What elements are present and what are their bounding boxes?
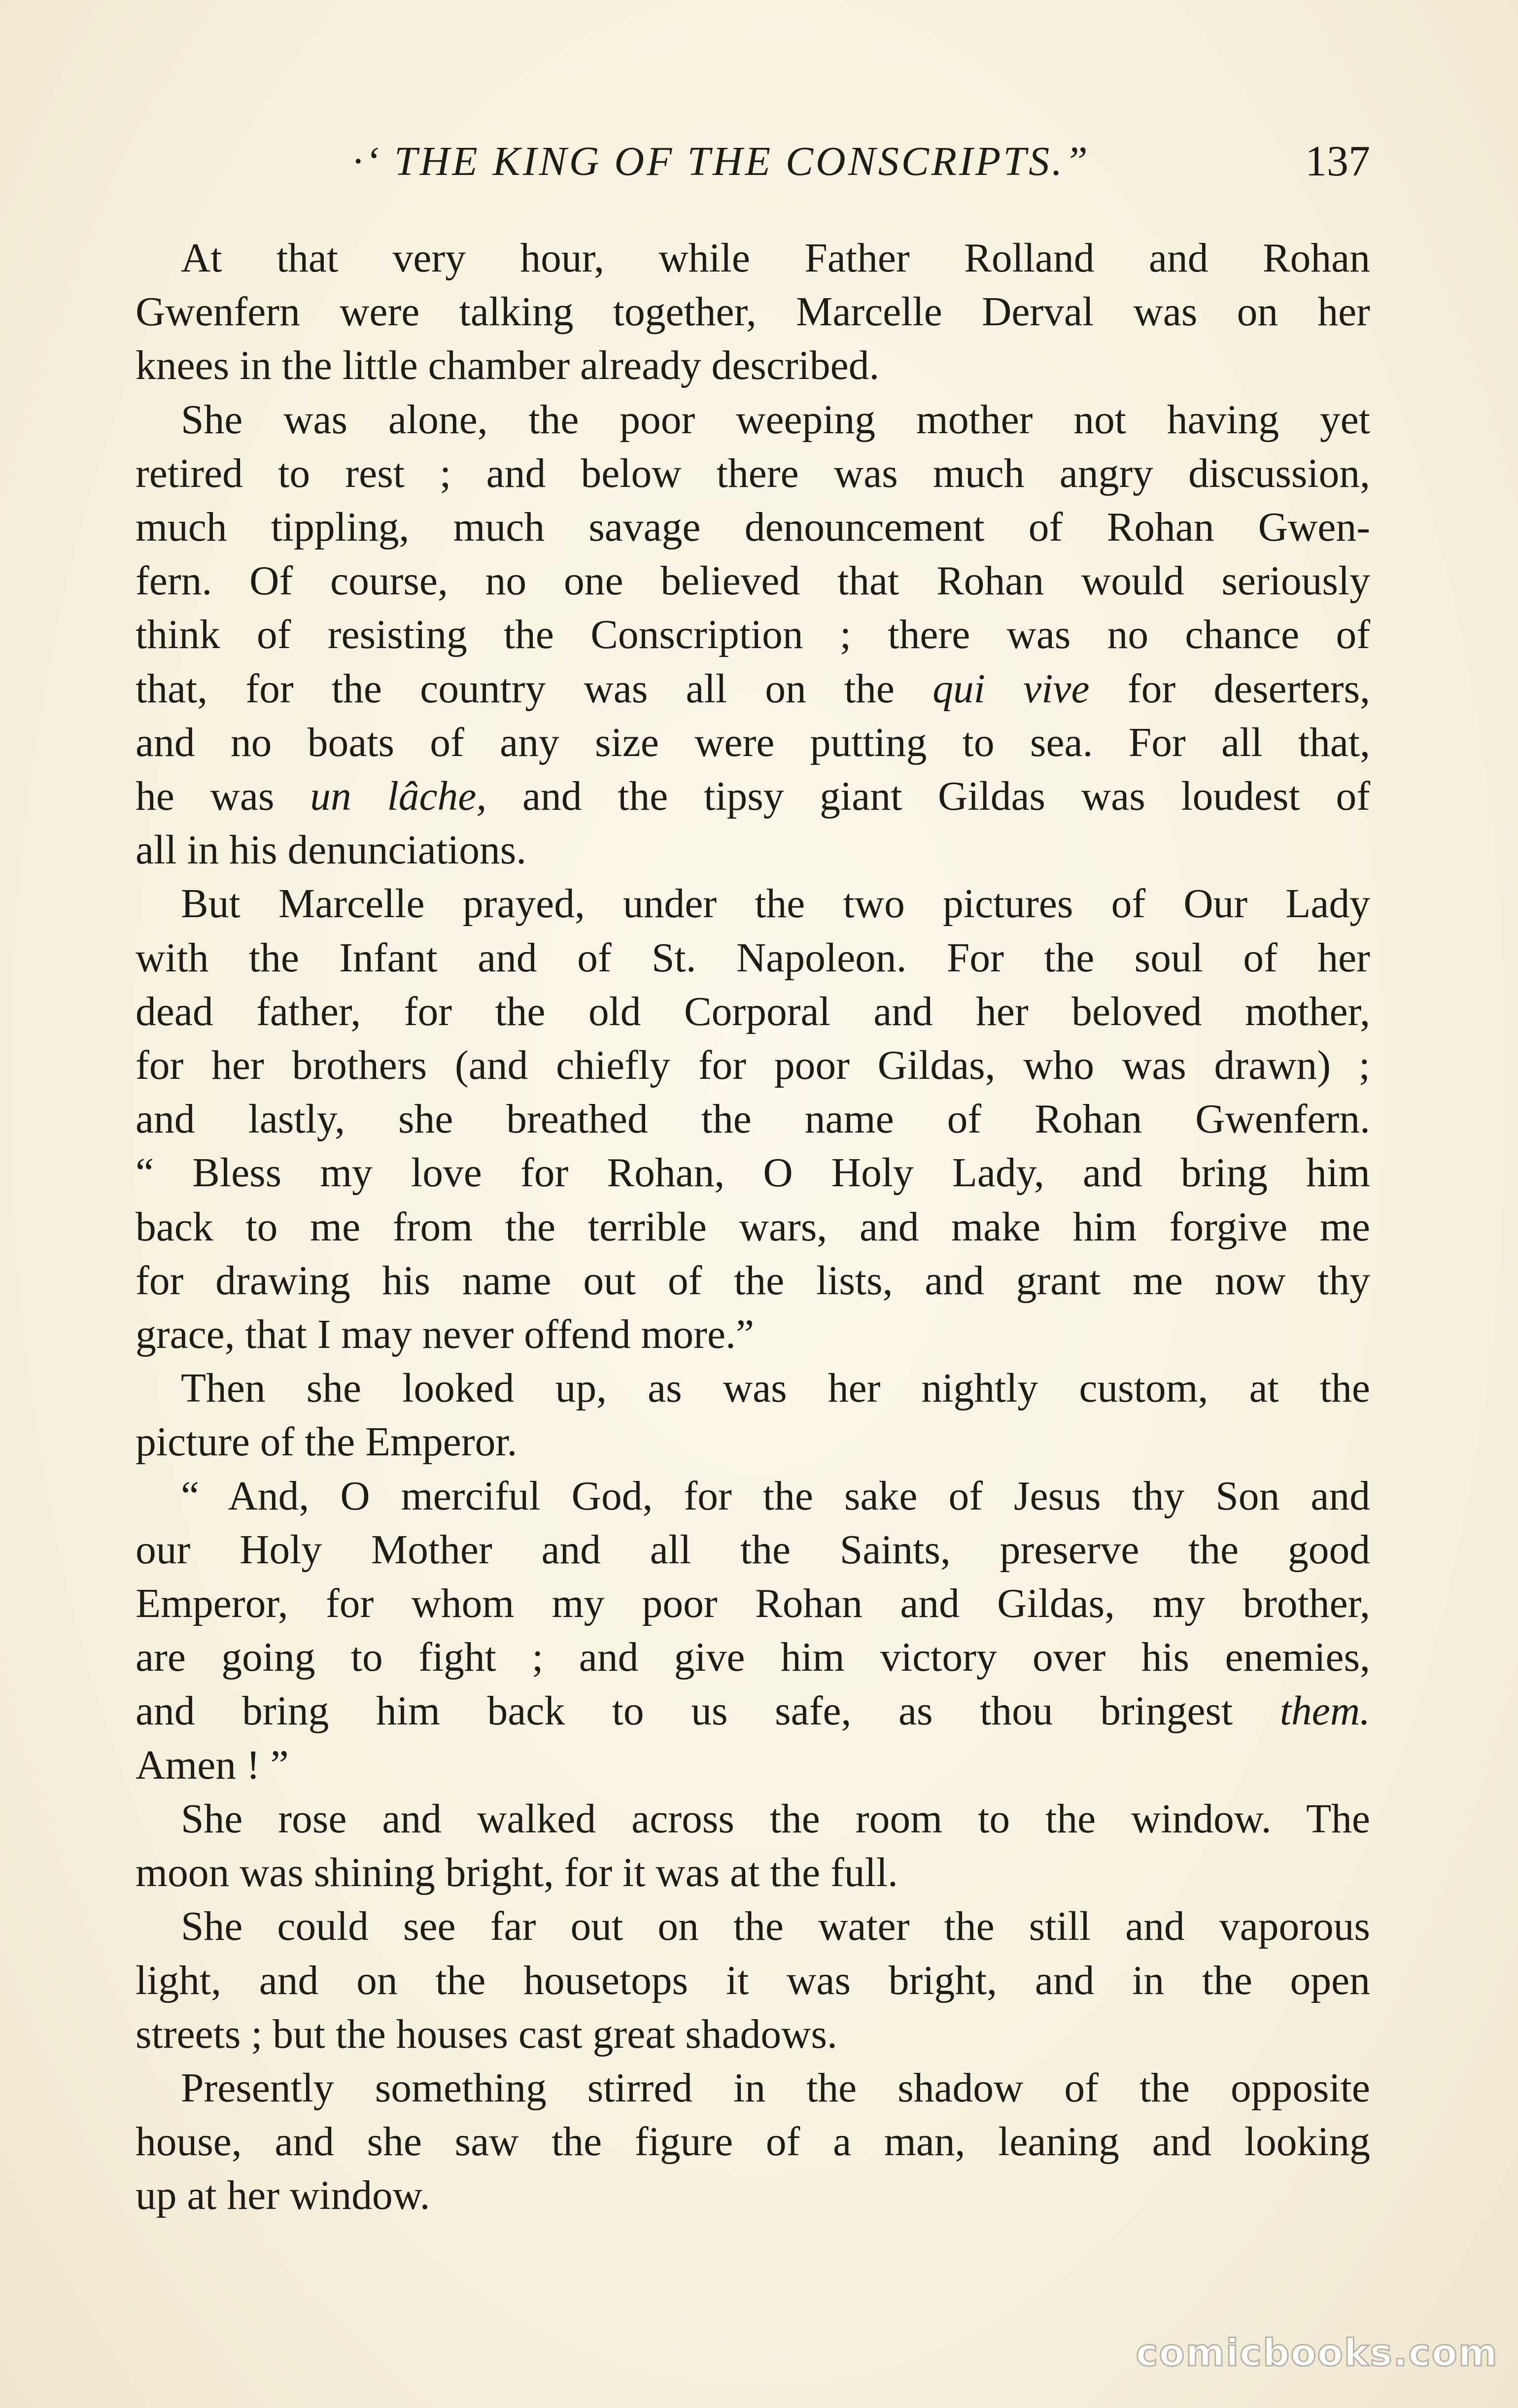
text-segment: and the tipsy giant Gildas was loudest of [486,774,1371,820]
text-line: She rose and walked across the room to the window. The [181,1796,1370,1842]
text-line: She could see far out on the water the still and vaporous [181,1904,1370,1950]
text-line: streets ; but the houses cast great shadows. [136,2011,837,2057]
body-text [136,232,1370,2223]
text-line: At that very hour, while Father Rolland and Rohan [181,236,1370,281]
page-number: 137 [1305,138,1370,185]
italic-phrase: them. [1279,1688,1370,1734]
text-line: moon was shining bright, for it was at the full. [136,1850,898,1896]
text-line: retired to rest ; and below there was much angry discussion, [136,450,1370,496]
text-line: Presently something stirred in the shadow of the opposite [181,2065,1370,2111]
text-line: “ Bless my love for Rohan, O Holy Lady, and bring him [136,1150,1370,1196]
paragraph-4 [136,1362,1370,1469]
text-line: But Marcelle prayed, under the two pictures of Our Lady [181,881,1370,927]
paragraph-2 [136,393,1370,878]
text-segment: he was [136,774,310,820]
text-line: dead father, for the old Corporal and her beloved mother, [136,989,1370,1034]
text-line: Then she looked up, as was her nightly custom, at the [181,1366,1370,1411]
text-line: for her brothers (and chiefly for poor Gildas, who was drawn) ; [136,1043,1370,1089]
watermark: comicbooks.com [1136,2331,1498,2374]
text-segment: that, for the country was all on the [136,666,933,712]
italic-phrase: un lâche, [310,774,487,820]
text-line: up at her window. [136,2173,430,2219]
text-line: think of resisting the Conscription ; there was no chance of [136,612,1370,658]
text-line: all in his denunciations. [136,827,527,873]
text-line: Gwenfern were talking together, Marcelle Derval was on her [136,289,1370,335]
paragraph-6 [136,1792,1370,1900]
text-line: knees in the little chamber already described. [136,343,880,389]
text-line: light, and on the housetops it was bright, and in the open [136,1958,1370,2003]
paragraph-1 [136,232,1370,393]
text-line: house, and she saw the figure of a man, leaning and looking [136,2119,1370,2165]
text-segment: for deserters, [1089,666,1370,712]
text-line: for drawing his name out of the lists, and grant me now thy [136,1258,1370,1304]
text-line: She was alone, the poor weeping mother not having yet [181,397,1370,443]
text-line [136,1685,1370,1738]
text-line: with the Infant and of St. Napoleon. For the soul of her [136,935,1370,981]
text-line: are going to fight ; and give him victory over his enemies, [136,1635,1370,1681]
text-line: much tippling, much savage denouncement of Rohan Gwen- [136,505,1370,550]
text-segment: and bring him back to us safe, as thou bringest [136,1688,1280,1734]
paragraph-3 [136,877,1370,1362]
text-line: grace, that I may never offend more.” [136,1312,754,1358]
text-line: and lastly, she breathed the name of Rohan Gwenfern. [136,1097,1370,1142]
text-line: our Holy Mother and all the Saints, preserve the good [136,1527,1370,1573]
running-title: ·‘ THE KING OF THE CONSCRIPTS.” [352,138,1090,184]
italic-phrase: qui vive [932,666,1090,712]
text-line: picture of the Emperor. [136,1419,518,1465]
text-line: Emperor, for whom my poor Rohan and Gildas, my brother, [136,1581,1370,1627]
page-header [136,132,1370,191]
text-line: and no boats of any size were putting to sea. For all that, [136,720,1370,765]
text-line: back to me from the terrible wars, and make him forgive me [136,1204,1370,1250]
text-line [136,770,1370,824]
text-line [136,662,1370,716]
text-line: Amen ! ” [136,1742,289,1788]
paragraph-5 [136,1470,1370,1792]
text-line: fern. Of course, no one believed that Rohan would seriously [136,558,1370,604]
text-line: “ And, O merciful God, for the sake of Jesus thy Son and [181,1473,1370,1519]
paragraph-8 [136,2062,1370,2223]
paragraph-7 [136,1900,1370,2062]
